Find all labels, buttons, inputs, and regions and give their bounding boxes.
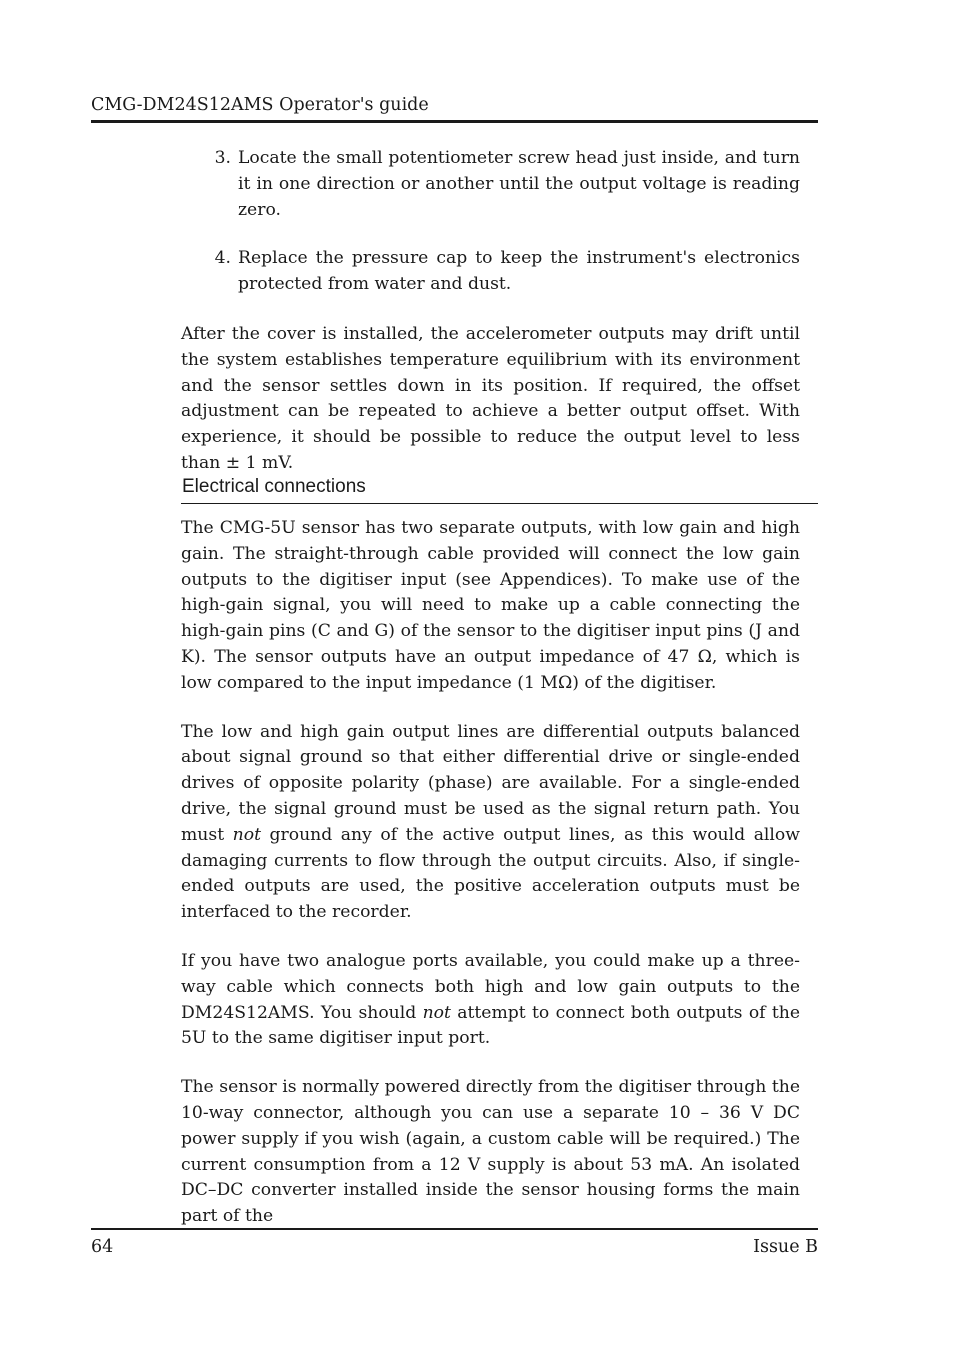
text-run: The low and high gain output lines are differential outputs balanced about signal ground so that either differential drive or single-ended drives of opposite polarity (phase) are available. For a single-ended drive, the signal ground must be used as the signal return path. You must (181, 721, 800, 845)
issue-label: Issue B (753, 1237, 818, 1257)
list-item-text: Replace the pressure cap to keep the instrument's electronics protected from water and dust. (238, 248, 800, 295)
section-rule (181, 503, 818, 504)
paragraph: The sensor is normally powered directly from the digitiser through the 10-way connector, although you can use a separate 10 – 36 V DC power supply if you wish (again, a custom cable will be required.) The current consumption from a 12 V supply is about 53 mA. An isolated DC–DC converter installed inside the sensor housing forms the main part of the (181, 1077, 800, 1227)
numbered-list (181, 146, 800, 321)
page-header-title: CMG-DM24S12AMS Operator's guide (91, 95, 429, 115)
paragraph (181, 949, 800, 1052)
list-item-number: 3. (214, 148, 231, 168)
text-run: attempt to connect both outputs of the 5U to the same digitiser input port. (181, 1002, 801, 1049)
paragraph: The CMG-5U sensor has two separate outputs, with low gain and high gain. The straight-through cable provided will connect the low gain outputs to the digitiser input (see Appendices). To make use of the high-gain signal, you will need to make up a cable connecting the high-gain pins (C and G) of the sensor to the digitiser input pins (J and K). The sensor outputs have an output impedance of 47 Ω, which is low compared to the input impedance (1 MΩ) of the digitiser. (181, 518, 800, 693)
paragraph: After the cover is installed, the accelerometer outputs may drift until the system establishes temperature equilibrium with its environment and the sensor settles down in its position. If required, the offset adjustment can be repeated to achieve a better output offset. With experience, it should be possible to reduce the output level to less than ± 1 mV. (181, 324, 800, 473)
emphasis: not (422, 1002, 451, 1023)
text-run: ground any of the active output lines, as this would allow damaging currents to flow through the output circuits. Also, if single-ended outputs are used, the positive acceleration outputs must be interfaced to the recorder. (181, 824, 800, 923)
footer-rule (91, 1228, 818, 1230)
list-item (181, 246, 800, 298)
list-item-text: Locate the small potentiometer screw head just inside, and turn it in one direction or another until the output voltage is reading zero. (238, 148, 800, 220)
text-run: If you have two analogue ports available, you could make up a three-way cable which connects both high and low gain outputs to the DM24S12AMS. You should (181, 950, 800, 1023)
list-item (181, 146, 800, 223)
page-number: 64 (91, 1237, 114, 1257)
header-rule (91, 120, 818, 123)
section-heading: Electrical connections (182, 476, 366, 497)
emphasis: not (232, 824, 261, 845)
section-body (181, 516, 800, 1253)
list-item-number: 4. (214, 248, 231, 269)
paragraph (181, 720, 800, 926)
